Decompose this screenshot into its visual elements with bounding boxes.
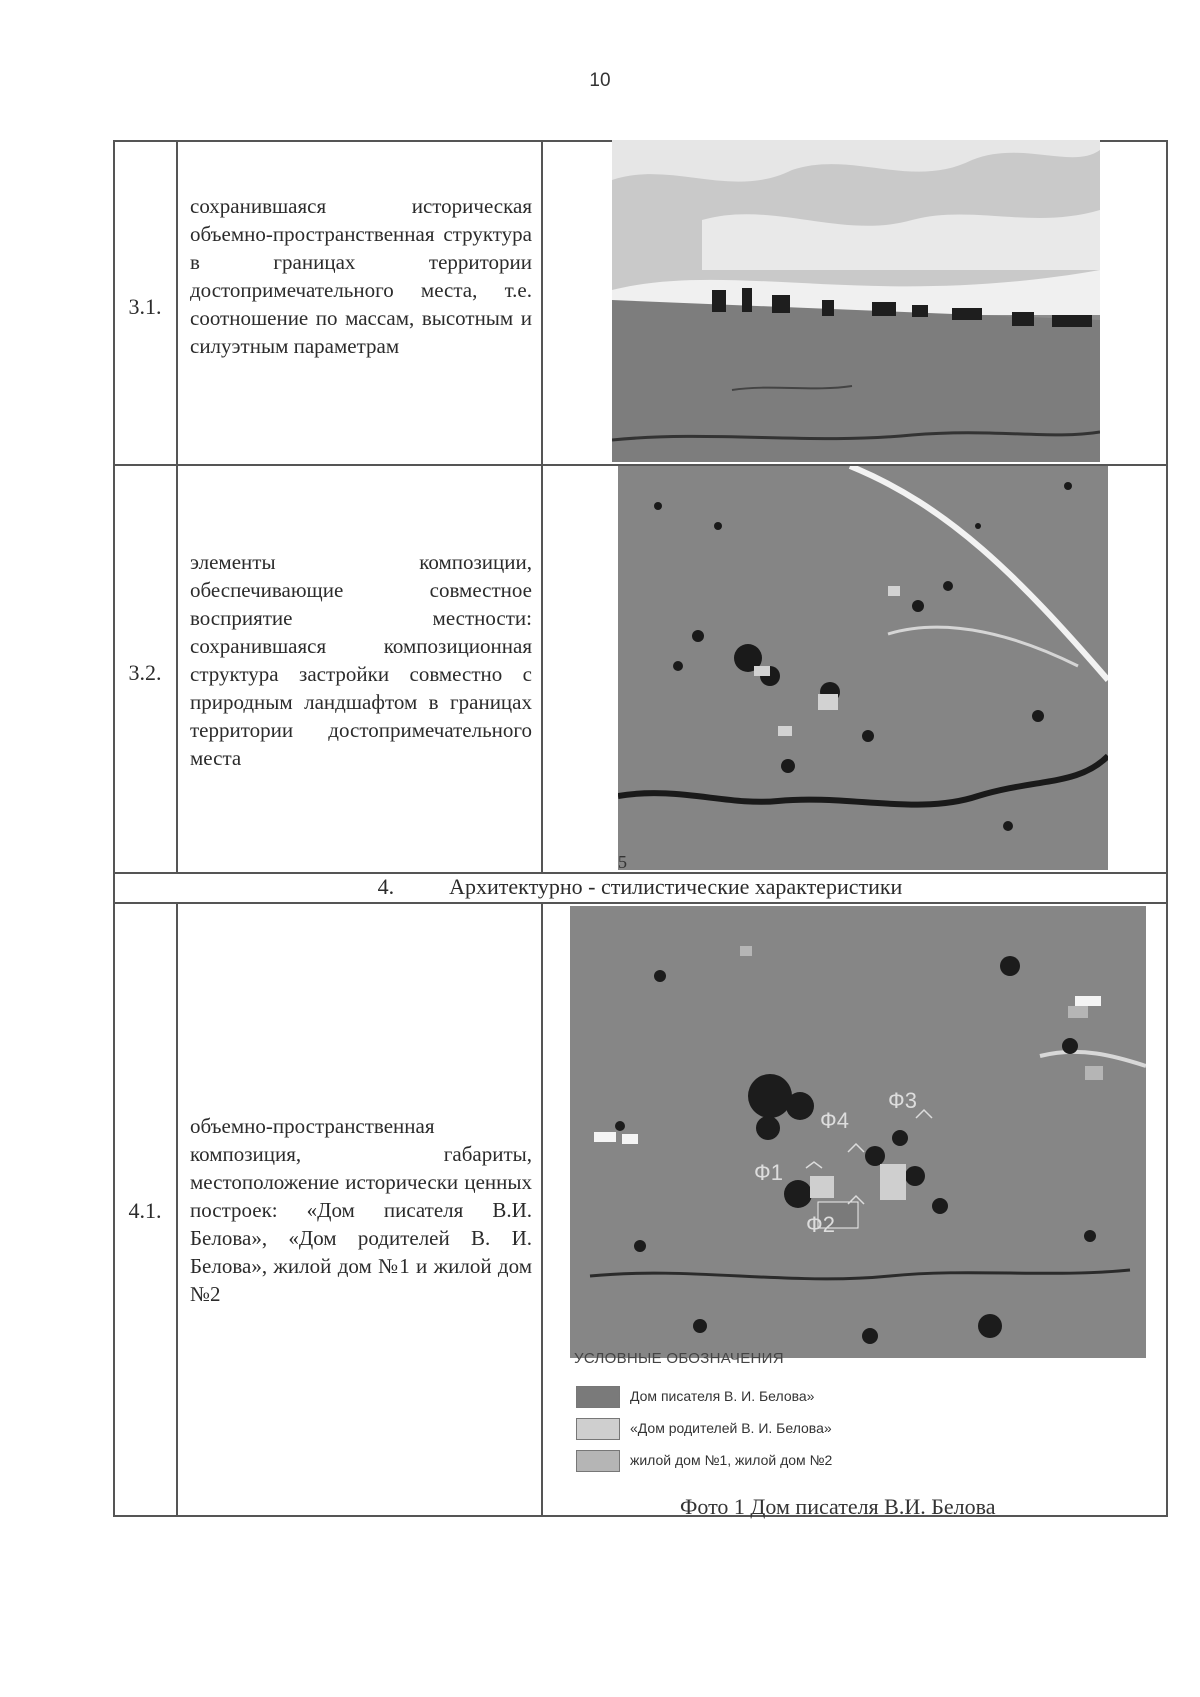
section-title-text: Архитектурно - стилистические характеристики: [449, 874, 903, 899]
aerial-photo: [618, 466, 1108, 870]
legend-title: УСЛОВНЫЕ ОБОЗНАЧЕНИЯ: [574, 1350, 784, 1367]
marker-label: Ф1: [754, 1160, 783, 1185]
row-number: 4.1.: [128, 1198, 162, 1223]
column-divider-text: [541, 140, 543, 874]
marker-label: Ф4: [820, 1108, 849, 1133]
legend-swatch: [576, 1450, 620, 1472]
legend-label: Дом писателя В. И. Белова»: [630, 1388, 815, 1404]
legend-swatch: [576, 1418, 620, 1440]
site-plan-photo: [570, 906, 1146, 1358]
column-divider-text: [541, 904, 543, 1517]
landscape-photo: [612, 140, 1100, 462]
legend-label: жилой дом №1, жилой дом №2: [630, 1452, 833, 1468]
row-number: 3.1.: [128, 294, 162, 319]
column-divider-number: [176, 904, 178, 1517]
marker-label: Ф2: [806, 1212, 835, 1237]
page-number: 10: [589, 70, 611, 91]
row-description: объемно-пространственная композиция, габариты, местоположение исторически ценных построек: «Дом писателя В.И. Белова», «Дом родителей В. И. Белова», жилой дом №1 и жилой дом №2: [190, 1114, 532, 1306]
column-divider-number: [176, 140, 178, 874]
marker-label: Ф3: [888, 1088, 917, 1113]
section-title: [114, 874, 1166, 900]
legend-label: «Дом родителей В. И. Белова»: [630, 1420, 832, 1436]
aerial-photo-mark: 5: [618, 852, 627, 870]
section-number: 4.: [377, 874, 395, 899]
row-description: сохранившаяся историческая объемно-пространственная структура в границах территории достопримечательного места, т.е. соотношение по массам, высотным и силуэтным параметрам: [190, 194, 532, 358]
row-divider: [113, 902, 1168, 904]
legend-swatch: [576, 1386, 620, 1408]
row-description: элементы композиции, обеспечивающие совместное восприятие местности: сохранившаяся композиционная структура застройки совместно с природным ландшафтом в границах территории достопримечательного места: [190, 550, 532, 770]
photo-caption: Фото 1 Дом писателя В.И. Белова: [680, 1494, 996, 1519]
row-number: 3.2.: [128, 660, 162, 685]
